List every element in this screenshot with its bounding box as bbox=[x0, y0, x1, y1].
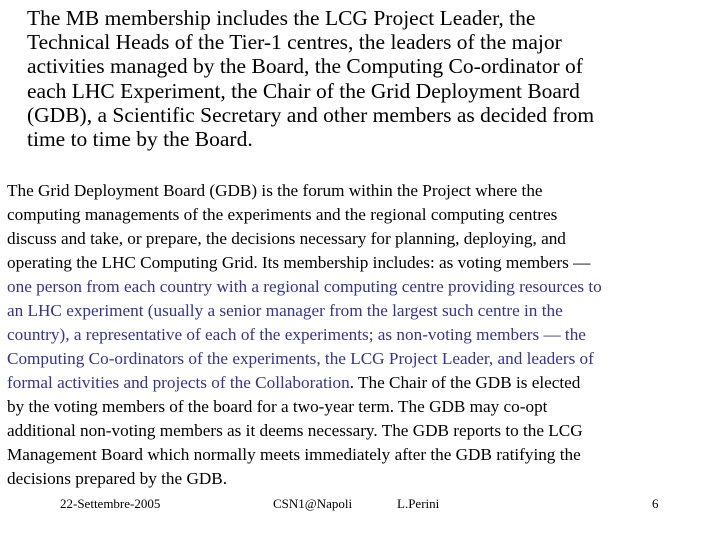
text-line: (GDB), a Scientific Secretary and other members as decided from bbox=[27, 102, 595, 127]
highlighted-text: Computing Co-ordinators of the experiments, the LCG Project Leader, and leaders of bbox=[7, 349, 594, 368]
body-text: The Grid Deployment Board (GDB) is the forum within the Project where the bbox=[7, 181, 543, 200]
highlighted-text: one person from each country with a regional computing centre providing resources to bbox=[7, 277, 602, 296]
text-line: activities managed by the Board, the Computing Co-ordinator of bbox=[27, 54, 583, 79]
text-line bbox=[7, 179, 602, 203]
text-line bbox=[7, 323, 602, 347]
body-text: computing managements of the experiments and the regional computing centres bbox=[7, 205, 558, 224]
highlighted-text: an LHC experiment (usually a senior manager from the largest such centre in the bbox=[7, 301, 563, 320]
body-text: additional non-voting members as it deems necessary. The GDB reports to the LCG bbox=[7, 421, 583, 440]
text-line bbox=[7, 443, 602, 467]
footer-venue: CSN1@Napoli bbox=[273, 496, 353, 511]
highlighted-text: country), a representative of each of the experiments; as non-voting members — the bbox=[7, 325, 586, 344]
footer-author: L.Perini bbox=[397, 496, 440, 511]
body-text: . The Chair of the GDB is elected bbox=[349, 373, 581, 392]
text-line bbox=[7, 227, 602, 251]
text-line bbox=[7, 419, 602, 443]
footer-date: 22-Settembre-2005 bbox=[60, 496, 161, 511]
mb-membership-paragraph bbox=[27, 6, 594, 151]
text-line: The MB membership includes the LCG Project Leader, the bbox=[27, 6, 536, 30]
text-line bbox=[7, 395, 602, 419]
highlighted-text: formal activities and projects of the Collaboration bbox=[7, 373, 350, 392]
text-line: Technical Heads of the Tier-1 centres, the leaders of the major bbox=[27, 30, 562, 55]
text-line bbox=[7, 299, 602, 323]
gdb-paragraph bbox=[7, 179, 602, 491]
text-line: each LHC Experiment, the Chair of the Grid Deployment Board bbox=[27, 78, 580, 103]
text-line bbox=[7, 371, 602, 395]
body-text: by the voting members of the board for a two-year term. The GDB may co-opt bbox=[7, 397, 548, 416]
body-text: operating the LHC Computing Grid. Its membership includes: as voting members — bbox=[7, 253, 591, 272]
text-line bbox=[7, 275, 602, 299]
body-text: Management Board which normally meets immediately after the GDB ratifying the bbox=[7, 445, 581, 464]
text-line bbox=[7, 347, 602, 371]
text-line: time to time by the Board. bbox=[27, 127, 253, 152]
footer-page-number: 6 bbox=[652, 496, 659, 511]
body-text: decisions prepared by the GDB. bbox=[7, 469, 228, 488]
text-line bbox=[7, 467, 602, 491]
text-line bbox=[7, 203, 602, 227]
body-text: discuss and take, or prepare, the decisions necessary for planning, deploying, and bbox=[7, 229, 566, 248]
text-line bbox=[7, 251, 602, 275]
